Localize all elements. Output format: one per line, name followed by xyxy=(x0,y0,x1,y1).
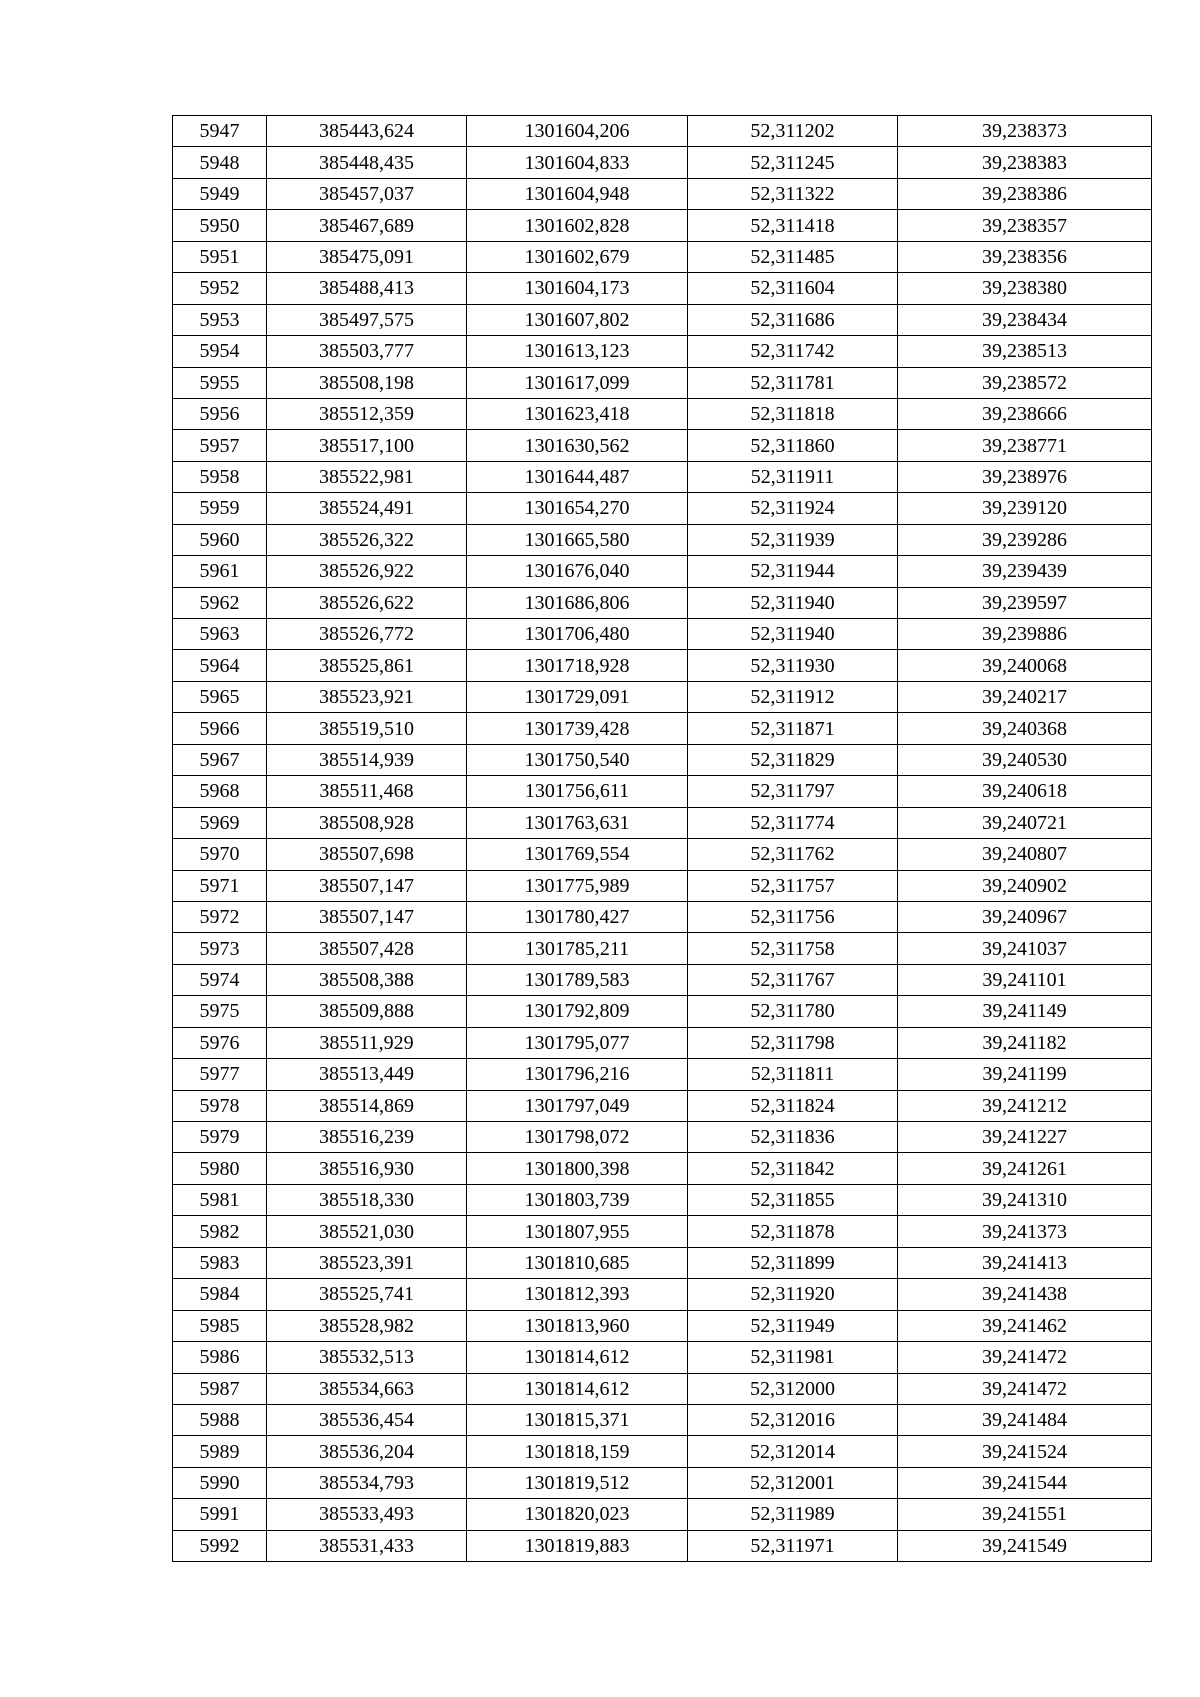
latitude-cell: 52,311920 xyxy=(688,1279,898,1310)
x-coordinate-cell: 385533,493 xyxy=(267,1499,467,1530)
x-coordinate-cell: 385516,239 xyxy=(267,1122,467,1153)
x-coordinate-cell: 385519,510 xyxy=(267,713,467,744)
point-number-cell: 5960 xyxy=(173,524,267,555)
point-number-cell: 5991 xyxy=(173,1499,267,1530)
point-number-cell: 5952 xyxy=(173,273,267,304)
longitude-cell: 39,241101 xyxy=(898,964,1152,995)
latitude-cell: 52,311860 xyxy=(688,430,898,461)
x-coordinate-cell: 385467,689 xyxy=(267,210,467,241)
x-coordinate-cell: 385517,100 xyxy=(267,430,467,461)
y-coordinate-cell: 1301798,072 xyxy=(467,1122,688,1153)
x-coordinate-cell: 385523,921 xyxy=(267,681,467,712)
longitude-cell: 39,240902 xyxy=(898,870,1152,901)
y-coordinate-cell: 1301756,611 xyxy=(467,776,688,807)
longitude-cell: 39,241199 xyxy=(898,1059,1152,1090)
latitude-cell: 52,311742 xyxy=(688,336,898,367)
table-row xyxy=(173,1122,1152,1153)
longitude-cell: 39,239439 xyxy=(898,556,1152,587)
longitude-cell: 39,241524 xyxy=(898,1436,1152,1467)
point-number-cell: 5971 xyxy=(173,870,267,901)
latitude-cell: 52,311758 xyxy=(688,933,898,964)
x-coordinate-cell: 385526,922 xyxy=(267,556,467,587)
y-coordinate-cell: 1301630,562 xyxy=(467,430,688,461)
latitude-cell: 52,311485 xyxy=(688,241,898,272)
point-number-cell: 5986 xyxy=(173,1342,267,1373)
point-number-cell: 5974 xyxy=(173,964,267,995)
point-number-cell: 5955 xyxy=(173,367,267,398)
y-coordinate-cell: 1301604,948 xyxy=(467,178,688,209)
longitude-cell: 39,238771 xyxy=(898,430,1152,461)
latitude-cell: 52,311912 xyxy=(688,681,898,712)
latitude-cell: 52,311322 xyxy=(688,178,898,209)
y-coordinate-cell: 1301613,123 xyxy=(467,336,688,367)
y-coordinate-cell: 1301820,023 xyxy=(467,1499,688,1530)
x-coordinate-cell: 385524,491 xyxy=(267,493,467,524)
longitude-cell: 39,238976 xyxy=(898,461,1152,492)
x-coordinate-cell: 385507,698 xyxy=(267,839,467,870)
latitude-cell: 52,311924 xyxy=(688,493,898,524)
point-number-cell: 5972 xyxy=(173,901,267,932)
table-row xyxy=(173,807,1152,838)
table-row xyxy=(173,493,1152,524)
longitude-cell: 39,241472 xyxy=(898,1342,1152,1373)
longitude-cell: 39,238380 xyxy=(898,273,1152,304)
longitude-cell: 39,241227 xyxy=(898,1122,1152,1153)
y-coordinate-cell: 1301739,428 xyxy=(467,713,688,744)
y-coordinate-cell: 1301604,173 xyxy=(467,273,688,304)
latitude-cell: 52,311418 xyxy=(688,210,898,241)
point-number-cell: 5987 xyxy=(173,1373,267,1404)
y-coordinate-cell: 1301813,960 xyxy=(467,1310,688,1341)
y-coordinate-cell: 1301623,418 xyxy=(467,398,688,429)
x-coordinate-cell: 385534,793 xyxy=(267,1467,467,1498)
table-row xyxy=(173,367,1152,398)
y-coordinate-cell: 1301654,270 xyxy=(467,493,688,524)
y-coordinate-cell: 1301803,739 xyxy=(467,1184,688,1215)
y-coordinate-cell: 1301818,159 xyxy=(467,1436,688,1467)
longitude-cell: 39,241484 xyxy=(898,1404,1152,1435)
longitude-cell: 39,241373 xyxy=(898,1216,1152,1247)
longitude-cell: 39,241261 xyxy=(898,1153,1152,1184)
x-coordinate-cell: 385443,624 xyxy=(267,116,467,147)
y-coordinate-cell: 1301795,077 xyxy=(467,1027,688,1058)
latitude-cell: 52,311202 xyxy=(688,116,898,147)
table-row xyxy=(173,1090,1152,1121)
x-coordinate-cell: 385507,147 xyxy=(267,870,467,901)
latitude-cell: 52,311944 xyxy=(688,556,898,587)
point-number-cell: 5977 xyxy=(173,1059,267,1090)
y-coordinate-cell: 1301800,398 xyxy=(467,1153,688,1184)
longitude-cell: 39,238356 xyxy=(898,241,1152,272)
latitude-cell: 52,311767 xyxy=(688,964,898,995)
x-coordinate-cell: 385525,861 xyxy=(267,650,467,681)
x-coordinate-cell: 385503,777 xyxy=(267,336,467,367)
x-coordinate-cell: 385514,939 xyxy=(267,744,467,775)
point-number-cell: 5979 xyxy=(173,1122,267,1153)
x-coordinate-cell: 385534,663 xyxy=(267,1373,467,1404)
table-row xyxy=(173,1059,1152,1090)
latitude-cell: 52,312016 xyxy=(688,1404,898,1435)
latitude-cell: 52,311989 xyxy=(688,1499,898,1530)
longitude-cell: 39,240530 xyxy=(898,744,1152,775)
longitude-cell: 39,238373 xyxy=(898,116,1152,147)
longitude-cell: 39,240368 xyxy=(898,713,1152,744)
point-number-cell: 5959 xyxy=(173,493,267,524)
y-coordinate-cell: 1301729,091 xyxy=(467,681,688,712)
y-coordinate-cell: 1301665,580 xyxy=(467,524,688,555)
table-row xyxy=(173,304,1152,335)
longitude-cell: 39,240068 xyxy=(898,650,1152,681)
y-coordinate-cell: 1301718,928 xyxy=(467,650,688,681)
longitude-cell: 39,241413 xyxy=(898,1247,1152,1278)
y-coordinate-cell: 1301602,679 xyxy=(467,241,688,272)
y-coordinate-cell: 1301807,955 xyxy=(467,1216,688,1247)
longitude-cell: 39,241037 xyxy=(898,933,1152,964)
table-row xyxy=(173,241,1152,272)
longitude-cell: 39,238386 xyxy=(898,178,1152,209)
longitude-cell: 39,241544 xyxy=(898,1467,1152,1498)
x-coordinate-cell: 385525,741 xyxy=(267,1279,467,1310)
latitude-cell: 52,311797 xyxy=(688,776,898,807)
x-coordinate-cell: 385516,930 xyxy=(267,1153,467,1184)
latitude-cell: 52,311939 xyxy=(688,524,898,555)
point-number-cell: 5957 xyxy=(173,430,267,461)
table-row xyxy=(173,650,1152,681)
table-row xyxy=(173,178,1152,209)
latitude-cell: 52,311686 xyxy=(688,304,898,335)
latitude-cell: 52,311824 xyxy=(688,1090,898,1121)
longitude-cell: 39,238513 xyxy=(898,336,1152,367)
longitude-cell: 39,241212 xyxy=(898,1090,1152,1121)
x-coordinate-cell: 385526,622 xyxy=(267,587,467,618)
table-row xyxy=(173,619,1152,650)
y-coordinate-cell: 1301686,806 xyxy=(467,587,688,618)
latitude-cell: 52,311811 xyxy=(688,1059,898,1090)
coordinates-table xyxy=(172,115,1152,1562)
latitude-cell: 52,311762 xyxy=(688,839,898,870)
y-coordinate-cell: 1301602,828 xyxy=(467,210,688,241)
longitude-cell: 39,241472 xyxy=(898,1373,1152,1404)
x-coordinate-cell: 385488,413 xyxy=(267,273,467,304)
latitude-cell: 52,311756 xyxy=(688,901,898,932)
y-coordinate-cell: 1301780,427 xyxy=(467,901,688,932)
point-number-cell: 5982 xyxy=(173,1216,267,1247)
x-coordinate-cell: 385531,433 xyxy=(267,1530,467,1561)
y-coordinate-cell: 1301604,206 xyxy=(467,116,688,147)
longitude-cell: 39,240807 xyxy=(898,839,1152,870)
latitude-cell: 52,311818 xyxy=(688,398,898,429)
longitude-cell: 39,238434 xyxy=(898,304,1152,335)
latitude-cell: 52,311245 xyxy=(688,147,898,178)
longitude-cell: 39,241462 xyxy=(898,1310,1152,1341)
point-number-cell: 5978 xyxy=(173,1090,267,1121)
y-coordinate-cell: 1301769,554 xyxy=(467,839,688,870)
x-coordinate-cell: 385457,037 xyxy=(267,178,467,209)
longitude-cell: 39,240721 xyxy=(898,807,1152,838)
table-row xyxy=(173,839,1152,870)
point-number-cell: 5961 xyxy=(173,556,267,587)
x-coordinate-cell: 385514,869 xyxy=(267,1090,467,1121)
point-number-cell: 5976 xyxy=(173,1027,267,1058)
latitude-cell: 52,311930 xyxy=(688,650,898,681)
table-row xyxy=(173,996,1152,1027)
x-coordinate-cell: 385448,435 xyxy=(267,147,467,178)
longitude-cell: 39,241549 xyxy=(898,1530,1152,1561)
point-number-cell: 5973 xyxy=(173,933,267,964)
latitude-cell: 52,312000 xyxy=(688,1373,898,1404)
y-coordinate-cell: 1301789,583 xyxy=(467,964,688,995)
latitude-cell: 52,311604 xyxy=(688,273,898,304)
table-row xyxy=(173,776,1152,807)
table-row xyxy=(173,1184,1152,1215)
table-row xyxy=(173,1530,1152,1561)
table-row xyxy=(173,901,1152,932)
latitude-cell: 52,311940 xyxy=(688,587,898,618)
x-coordinate-cell: 385511,929 xyxy=(267,1027,467,1058)
point-number-cell: 5984 xyxy=(173,1279,267,1310)
latitude-cell: 52,311774 xyxy=(688,807,898,838)
table-row xyxy=(173,524,1152,555)
y-coordinate-cell: 1301819,512 xyxy=(467,1467,688,1498)
x-coordinate-cell: 385518,330 xyxy=(267,1184,467,1215)
x-coordinate-cell: 385507,428 xyxy=(267,933,467,964)
point-number-cell: 5969 xyxy=(173,807,267,838)
y-coordinate-cell: 1301644,487 xyxy=(467,461,688,492)
latitude-cell: 52,311878 xyxy=(688,1216,898,1247)
x-coordinate-cell: 385512,359 xyxy=(267,398,467,429)
longitude-cell: 39,240618 xyxy=(898,776,1152,807)
y-coordinate-cell: 1301815,371 xyxy=(467,1404,688,1435)
x-coordinate-cell: 385521,030 xyxy=(267,1216,467,1247)
longitude-cell: 39,239120 xyxy=(898,493,1152,524)
x-coordinate-cell: 385526,322 xyxy=(267,524,467,555)
longitude-cell: 39,239286 xyxy=(898,524,1152,555)
x-coordinate-cell: 385536,204 xyxy=(267,1436,467,1467)
point-number-cell: 5988 xyxy=(173,1404,267,1435)
latitude-cell: 52,311836 xyxy=(688,1122,898,1153)
point-number-cell: 5949 xyxy=(173,178,267,209)
latitude-cell: 52,311829 xyxy=(688,744,898,775)
latitude-cell: 52,311911 xyxy=(688,461,898,492)
point-number-cell: 5954 xyxy=(173,336,267,367)
x-coordinate-cell: 385511,468 xyxy=(267,776,467,807)
latitude-cell: 52,311855 xyxy=(688,1184,898,1215)
y-coordinate-cell: 1301617,099 xyxy=(467,367,688,398)
point-number-cell: 5966 xyxy=(173,713,267,744)
point-number-cell: 5948 xyxy=(173,147,267,178)
point-number-cell: 5970 xyxy=(173,839,267,870)
y-coordinate-cell: 1301797,049 xyxy=(467,1090,688,1121)
table-row xyxy=(173,1310,1152,1341)
x-coordinate-cell: 385528,982 xyxy=(267,1310,467,1341)
x-coordinate-cell: 385523,391 xyxy=(267,1247,467,1278)
x-coordinate-cell: 385508,388 xyxy=(267,964,467,995)
longitude-cell: 39,238357 xyxy=(898,210,1152,241)
point-number-cell: 5958 xyxy=(173,461,267,492)
point-number-cell: 5947 xyxy=(173,116,267,147)
x-coordinate-cell: 385497,575 xyxy=(267,304,467,335)
y-coordinate-cell: 1301676,040 xyxy=(467,556,688,587)
table-row xyxy=(173,147,1152,178)
latitude-cell: 52,311871 xyxy=(688,713,898,744)
table-row xyxy=(173,870,1152,901)
table-row xyxy=(173,933,1152,964)
longitude-cell: 39,239597 xyxy=(898,587,1152,618)
y-coordinate-cell: 1301814,612 xyxy=(467,1373,688,1404)
table-row xyxy=(173,273,1152,304)
longitude-cell: 39,241438 xyxy=(898,1279,1152,1310)
table-row xyxy=(173,336,1152,367)
point-number-cell: 5950 xyxy=(173,210,267,241)
table-row xyxy=(173,1404,1152,1435)
longitude-cell: 39,240967 xyxy=(898,901,1152,932)
latitude-cell: 52,311981 xyxy=(688,1342,898,1373)
table-row xyxy=(173,964,1152,995)
y-coordinate-cell: 1301819,883 xyxy=(467,1530,688,1561)
point-number-cell: 5964 xyxy=(173,650,267,681)
x-coordinate-cell: 385522,981 xyxy=(267,461,467,492)
point-number-cell: 5980 xyxy=(173,1153,267,1184)
y-coordinate-cell: 1301775,989 xyxy=(467,870,688,901)
table-row xyxy=(173,461,1152,492)
longitude-cell: 39,238572 xyxy=(898,367,1152,398)
y-coordinate-cell: 1301796,216 xyxy=(467,1059,688,1090)
y-coordinate-cell: 1301763,631 xyxy=(467,807,688,838)
longitude-cell: 39,238666 xyxy=(898,398,1152,429)
point-number-cell: 5975 xyxy=(173,996,267,1027)
y-coordinate-cell: 1301812,393 xyxy=(467,1279,688,1310)
table-row xyxy=(173,1279,1152,1310)
table-row xyxy=(173,1499,1152,1530)
table-row xyxy=(173,210,1152,241)
point-number-cell: 5989 xyxy=(173,1436,267,1467)
latitude-cell: 52,311971 xyxy=(688,1530,898,1561)
table-row xyxy=(173,556,1152,587)
table-row xyxy=(173,1467,1152,1498)
latitude-cell: 52,311899 xyxy=(688,1247,898,1278)
y-coordinate-cell: 1301706,480 xyxy=(467,619,688,650)
point-number-cell: 5983 xyxy=(173,1247,267,1278)
x-coordinate-cell: 385526,772 xyxy=(267,619,467,650)
table-row xyxy=(173,681,1152,712)
y-coordinate-cell: 1301810,685 xyxy=(467,1247,688,1278)
table-row xyxy=(173,430,1152,461)
latitude-cell: 52,312014 xyxy=(688,1436,898,1467)
table-row xyxy=(173,1153,1152,1184)
latitude-cell: 52,311780 xyxy=(688,996,898,1027)
longitude-cell: 39,241182 xyxy=(898,1027,1152,1058)
table-row xyxy=(173,116,1152,147)
table-row xyxy=(173,1373,1152,1404)
longitude-cell: 39,241551 xyxy=(898,1499,1152,1530)
table-row xyxy=(173,713,1152,744)
point-number-cell: 5953 xyxy=(173,304,267,335)
latitude-cell: 52,311940 xyxy=(688,619,898,650)
table-row xyxy=(173,398,1152,429)
latitude-cell: 52,311842 xyxy=(688,1153,898,1184)
longitude-cell: 39,240217 xyxy=(898,681,1152,712)
latitude-cell: 52,311781 xyxy=(688,367,898,398)
latitude-cell: 52,311949 xyxy=(688,1310,898,1341)
x-coordinate-cell: 385507,147 xyxy=(267,901,467,932)
longitude-cell: 39,241310 xyxy=(898,1184,1152,1215)
point-number-cell: 5967 xyxy=(173,744,267,775)
point-number-cell: 5985 xyxy=(173,1310,267,1341)
point-number-cell: 5962 xyxy=(173,587,267,618)
point-number-cell: 5956 xyxy=(173,398,267,429)
longitude-cell: 39,241149 xyxy=(898,996,1152,1027)
point-number-cell: 5990 xyxy=(173,1467,267,1498)
y-coordinate-cell: 1301750,540 xyxy=(467,744,688,775)
point-number-cell: 5968 xyxy=(173,776,267,807)
y-coordinate-cell: 1301814,612 xyxy=(467,1342,688,1373)
table-row xyxy=(173,1247,1152,1278)
table-row xyxy=(173,587,1152,618)
x-coordinate-cell: 385536,454 xyxy=(267,1404,467,1435)
y-coordinate-cell: 1301785,211 xyxy=(467,933,688,964)
x-coordinate-cell: 385513,449 xyxy=(267,1059,467,1090)
x-coordinate-cell: 385508,198 xyxy=(267,367,467,398)
y-coordinate-cell: 1301607,802 xyxy=(467,304,688,335)
y-coordinate-cell: 1301604,833 xyxy=(467,147,688,178)
point-number-cell: 5992 xyxy=(173,1530,267,1561)
y-coordinate-cell: 1301792,809 xyxy=(467,996,688,1027)
longitude-cell: 39,238383 xyxy=(898,147,1152,178)
point-number-cell: 5951 xyxy=(173,241,267,272)
table-row xyxy=(173,744,1152,775)
table-row xyxy=(173,1027,1152,1058)
latitude-cell: 52,311757 xyxy=(688,870,898,901)
longitude-cell: 39,239886 xyxy=(898,619,1152,650)
x-coordinate-cell: 385475,091 xyxy=(267,241,467,272)
x-coordinate-cell: 385532,513 xyxy=(267,1342,467,1373)
latitude-cell: 52,311798 xyxy=(688,1027,898,1058)
x-coordinate-cell: 385508,928 xyxy=(267,807,467,838)
x-coordinate-cell: 385509,888 xyxy=(267,996,467,1027)
point-number-cell: 5963 xyxy=(173,619,267,650)
point-number-cell: 5965 xyxy=(173,681,267,712)
point-number-cell: 5981 xyxy=(173,1184,267,1215)
table-row xyxy=(173,1342,1152,1373)
table-row xyxy=(173,1436,1152,1467)
latitude-cell: 52,312001 xyxy=(688,1467,898,1498)
coordinates-table-body xyxy=(173,116,1152,1562)
table-row xyxy=(173,1216,1152,1247)
